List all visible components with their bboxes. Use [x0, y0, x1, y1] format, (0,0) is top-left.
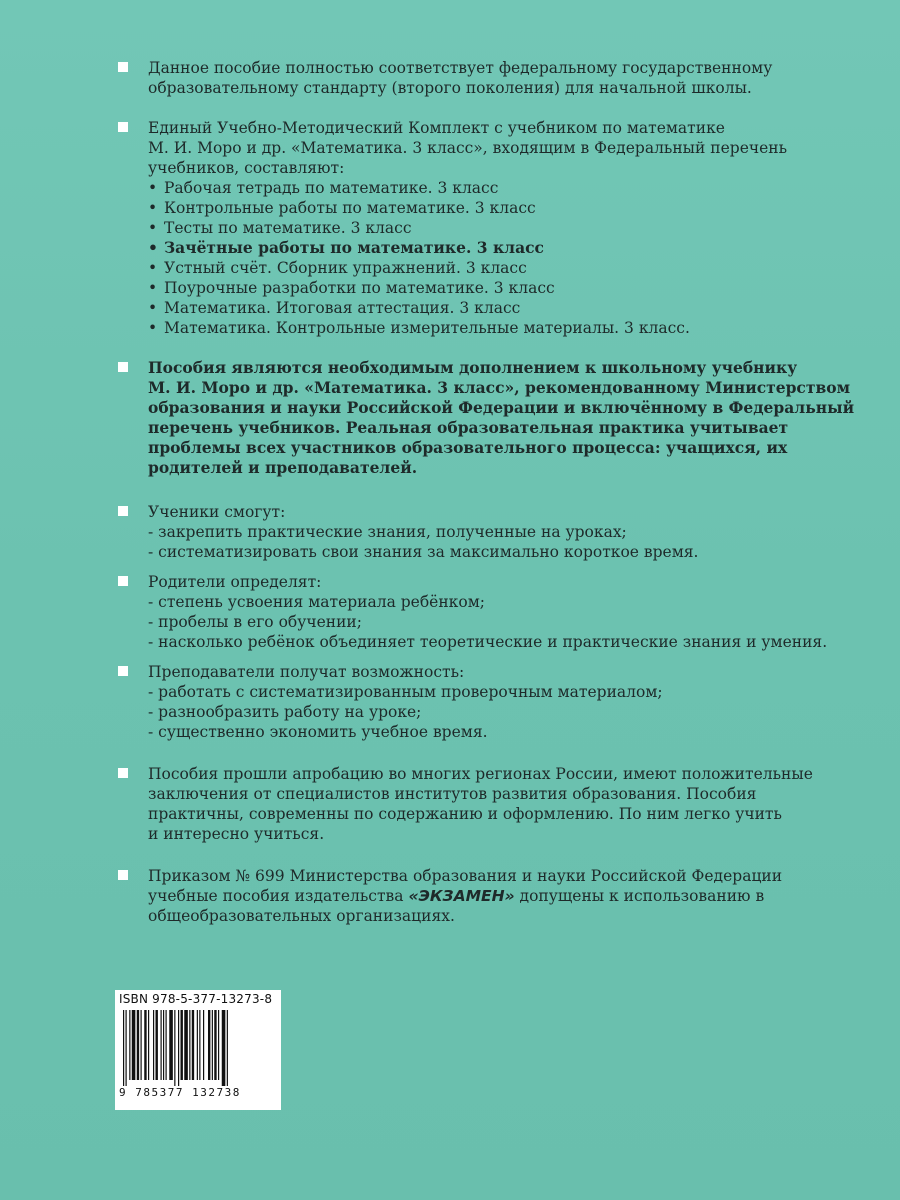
text-line: М. И. Моро и др. «Математика. 3 класс», входящим в Федеральный перечень	[148, 139, 788, 157]
publisher-name: «ЭКЗАМЕН»	[408, 887, 515, 905]
section-order	[148, 866, 848, 926]
text-line: перечень учебников. Реальная образовательная практика учитывает	[148, 418, 789, 437]
list-item: • Контрольные работы по математике. 3 класс	[148, 198, 848, 218]
barcode-digits: 9 785377 132738	[119, 1086, 241, 1099]
text-line: - существенно экономить учебное время.	[148, 723, 488, 741]
list-item: • Рабочая тетрадь по математике. 3 класс	[148, 178, 848, 198]
list-item: • Поурочные разработки по математике. 3 класс	[148, 278, 848, 298]
square-bullet-icon	[118, 506, 128, 516]
text-line: практичны, современны по содержанию и оформлению. По ним легко учить	[148, 805, 782, 823]
text-line: - разнообразить работу на уроке;	[148, 703, 422, 721]
text-line: Ученики смогут:	[148, 503, 286, 521]
list-item: • Математика. Контрольные измерительные материалы. 3 класс.	[148, 318, 848, 338]
list-item: • Тесты по математике. 3 класс	[148, 218, 848, 238]
text-line: Данное пособие полностью соответствует федеральному государственному	[148, 59, 773, 77]
text-line: заключения от специалистов институтов развития образования. Пособия	[148, 785, 757, 803]
text-line: проблемы всех участников образовательного процесса: учащихся, их	[148, 438, 788, 457]
section-standard	[148, 58, 848, 98]
text-line: - насколько ребёнок объединяет теоретические и практические знания и умения.	[148, 633, 828, 651]
section-teachers	[148, 662, 848, 742]
text-line: образовательному стандарту (второго поколения) для начальной школы.	[148, 79, 752, 97]
text-line: - пробелы в его обучении;	[148, 613, 362, 631]
text-line: Единый Учебно-Методический Комплект с учебником по математике	[148, 119, 725, 137]
list-item-current-book: • Зачётные работы по математике. 3 класс	[148, 238, 848, 258]
text-line: - степень усвоения материала ребёнком;	[148, 593, 485, 611]
square-bullet-icon	[118, 666, 128, 676]
text-line: образования и науки Российской Федерации и включённому в Федеральный	[148, 398, 855, 417]
text-line: Пособия прошли апробацию во многих регионах России, имеют положительные	[148, 765, 813, 783]
text-fragment: допущены к использованию в	[514, 887, 765, 905]
text-line: родителей и преподавателей.	[148, 458, 418, 477]
text-line: и интересно учиться.	[148, 825, 325, 843]
text-line: Пособия являются необходимым дополнением к школьному учебнику	[148, 358, 798, 377]
text-line: - закрепить практические знания, полученные на уроках;	[148, 523, 627, 541]
barcode-icon	[121, 1010, 275, 1086]
square-bullet-icon	[118, 62, 128, 72]
text-line: общеобразовательных организациях.	[148, 907, 455, 925]
square-bullet-icon	[118, 768, 128, 778]
text-line: - работать с систематизированным проверочным материалом;	[148, 683, 663, 701]
square-bullet-icon	[118, 362, 128, 372]
section-recommendation	[148, 358, 855, 478]
list-item: • Устный счёт. Сборник упражнений. 3 класс	[148, 258, 848, 278]
text-fragment: учебные пособия издательства	[148, 887, 409, 905]
text-line: - систематизировать свои знания за максимально короткое время.	[148, 543, 699, 561]
section-students	[148, 502, 848, 562]
section-approbation	[148, 764, 848, 844]
section-umk	[148, 118, 848, 338]
isbn-barcode-label	[115, 990, 281, 1110]
isbn-number: ISBN 978-5-377-13273-8	[119, 992, 273, 1006]
square-bullet-icon	[118, 122, 128, 132]
text-line	[148, 886, 848, 906]
text-line: М. И. Моро и др. «Математика. 3 класс», рекомендованному Министерством	[148, 378, 851, 397]
text-line: Преподаватели получат возможность:	[148, 663, 465, 681]
section-parents	[148, 572, 848, 652]
square-bullet-icon	[118, 870, 128, 880]
square-bullet-icon	[118, 576, 128, 586]
text-line: Приказом № 699 Министерства образования и науки Российской Федерации	[148, 867, 783, 885]
text-line: учебников, составляют:	[148, 159, 345, 177]
list-item: • Математика. Итоговая аттестация. 3 класс	[148, 298, 848, 318]
text-line: Родители определят:	[148, 573, 322, 591]
